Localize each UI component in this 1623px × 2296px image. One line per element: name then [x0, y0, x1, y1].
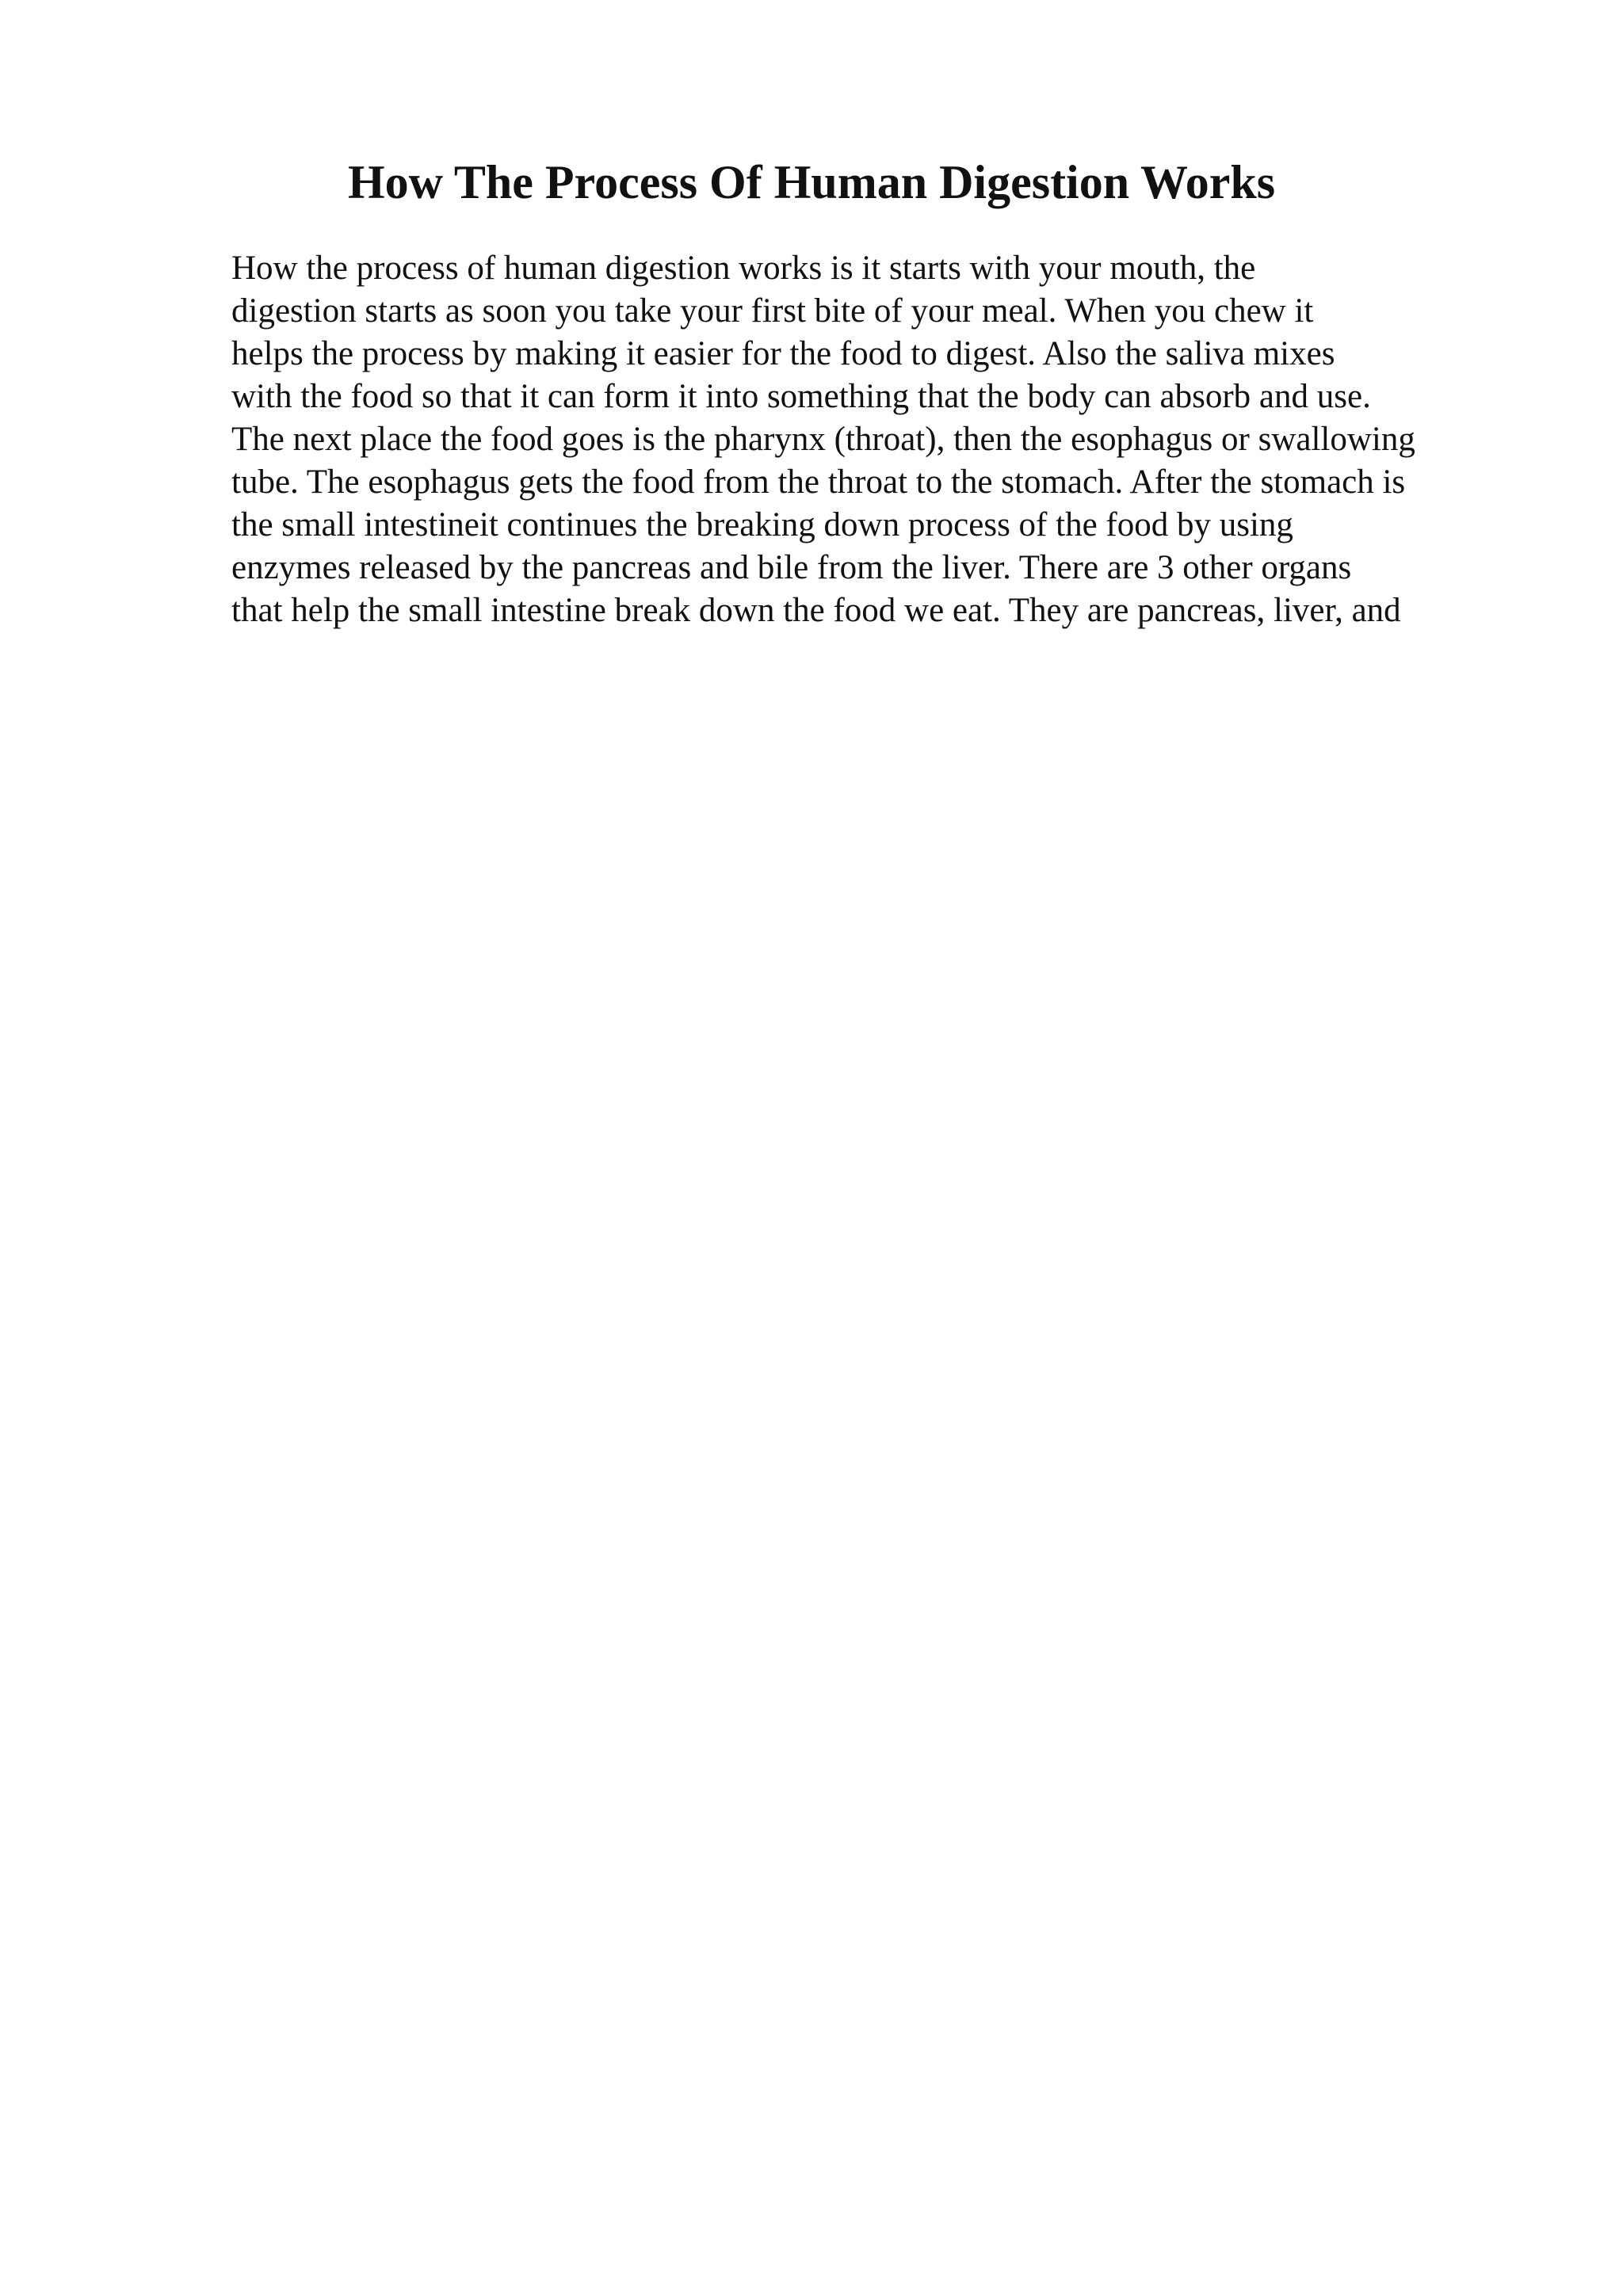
paragraph-line: How the process of human digestion works is it starts with your mouth, the	[231, 250, 1256, 287]
paragraph-line: that help the small intestine break down the food we eat. They are pancreas, liver, and	[231, 592, 1401, 629]
paragraph-line: The next place the food goes is the pharynx (throat), then the esophagus or swallowing	[231, 421, 1415, 458]
body-paragraph	[231, 247, 1594, 632]
paragraph-line: enzymes released by the pancreas and bile from the liver. There are 3 other organs	[231, 549, 1352, 586]
page-title: How The Process Of Human Digestion Works	[347, 156, 1276, 208]
paragraph-line: with the food so that it can form it into something that the body can absorb and use.	[231, 378, 1371, 415]
paragraph-line: the small intestineit continues the breaking down process of the food by using	[231, 506, 1293, 543]
paragraph-line: digestion starts as soon you take your first bite of your meal. When you chew it	[231, 292, 1314, 330]
paragraph-line: tube. The esophagus gets the food from the throat to the stomach. After the stomach is	[231, 463, 1406, 501]
paragraph-line: helps the process by making it easier for the food to digest. Also the saliva mixes	[231, 335, 1335, 372]
